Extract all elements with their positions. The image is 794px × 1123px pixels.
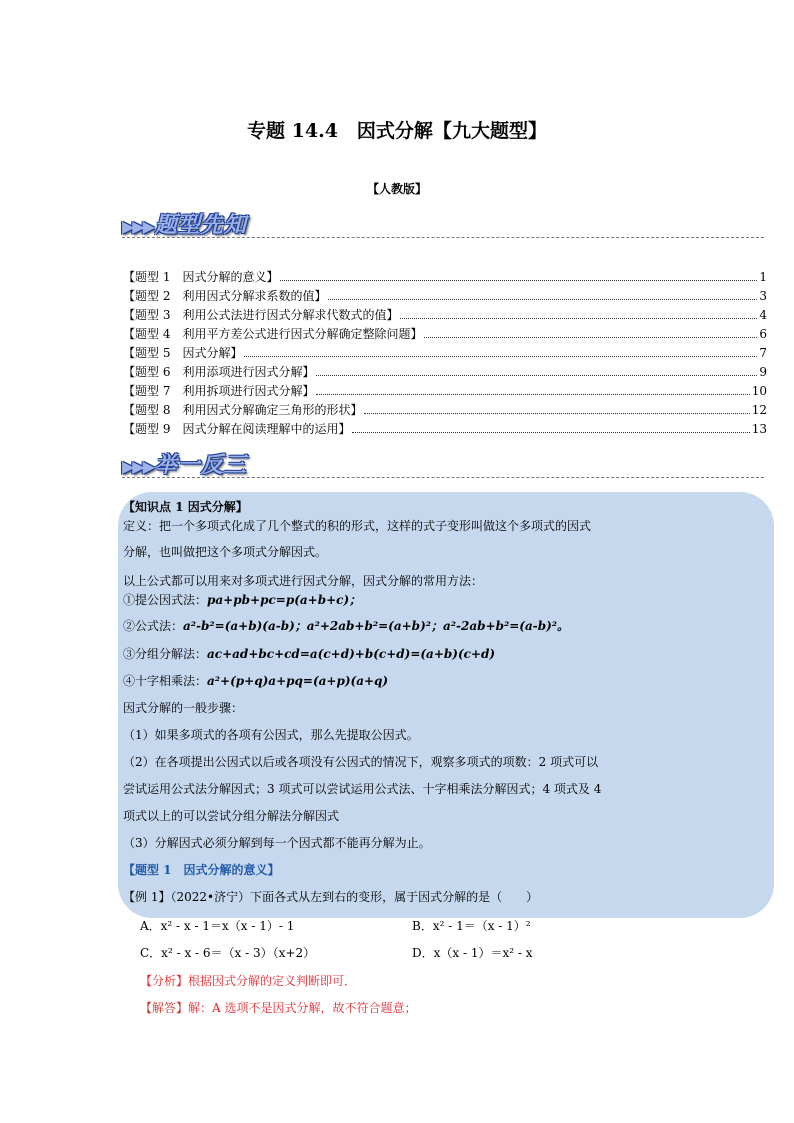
type-heading: 【题型 1 因式分解的意义】	[123, 863, 280, 877]
example-1	[123, 888, 538, 905]
toc-item[interactable]: 【题型 4 利用平方差公式进行因式分解确定整除问题】 6	[123, 327, 767, 341]
toc-item[interactable]: 【题型 8 利用因式分解确定三角形的形状】 12	[123, 403, 767, 417]
option-c[interactable]: C．x² - x - 6＝（x - 3）（x+2）	[140, 946, 316, 960]
definition-line-1: 定义：把一个多项式化成了几个整式的积的形式，这样的式子变形叫做这个多项式的因式	[123, 519, 592, 533]
method-4: ④十字相乘法：a²+(p+q)a+pq=(a+p)(a+q)	[123, 674, 389, 688]
method-3: ③分组分解法：ac+ad+bc+cd=a(c+d)+b(c+d)=(a+b)(c+d)	[123, 647, 496, 661]
example-label: 【例 1】	[123, 890, 171, 904]
answer	[140, 999, 417, 1016]
definition-line-2: 分解，也叫做把这个多项式分解因式。	[123, 545, 328, 559]
option-b[interactable]: B．x² - 1＝（x - 1）²	[412, 919, 531, 933]
triple-arrow-icon: ▶▶▶	[122, 217, 153, 236]
method-2: ②公式法：a²-b²=(a+b)(a-b)；a²+2ab+b²=(a+b)²；a²-2ab+b²=(a-b)²。	[123, 619, 570, 633]
answer-text: 解：A 选项不是因式分解，故不符合题意；	[188, 1001, 417, 1015]
analysis	[140, 972, 356, 989]
toc-item[interactable]: 【题型 7 利用拆项进行因式分解】 10	[123, 384, 767, 398]
analysis-text: 根据因式分解的定义判断即可．	[188, 974, 357, 988]
toc-item[interactable]: 【题型 1 因式分解的意义】 1	[123, 270, 767, 284]
table-of-contents	[123, 268, 767, 439]
divider-second	[122, 477, 764, 478]
method-1: ①提公因式法：pa+pb+pc=p(a+b+c)；	[123, 593, 362, 607]
steps-title: 因式分解的一般步骤：	[123, 701, 244, 715]
toc-item[interactable]: 【题型 2 利用因式分解求系数的值】 3	[123, 289, 767, 303]
option-d[interactable]: D．x（x - 1）＝x² - x	[412, 946, 533, 960]
knowledge-heading: 【知识点 1 因式分解】	[123, 500, 248, 514]
toc-item[interactable]: 【题型 3 利用公式法进行因式分解求代数式的值】 4	[123, 308, 767, 322]
banner-second	[122, 448, 247, 476]
option-a[interactable]: A．x² - x - 1＝x（x - 1）- 1	[140, 919, 295, 933]
step-2-line-2: 尝试运用公式法分解因式；3 项式可以尝试运用公式法、十字相乘法分解因式；4 项式及 4	[123, 782, 602, 796]
step-2-line-3: 项式以上的可以尝试分组分解法分解因式	[123, 809, 340, 823]
banner-first-text: 题型先知	[154, 212, 247, 238]
step-3: （3）分解因式必须分解到每一个因式都不能再分解为止。	[123, 836, 431, 850]
toc-item[interactable]: 【题型 6 利用添项进行因式分解】 9	[123, 365, 767, 379]
answer-label: 【解答】	[140, 1001, 189, 1015]
divider-first	[122, 237, 764, 238]
page-title: 专题 14.4 因式分解【九大题型】	[247, 120, 547, 142]
edition-label: 【人教版】	[366, 182, 427, 196]
example-text: （2022•济宁）下面各式从左到右的变形，属于因式分解的是（ ）	[170, 890, 539, 904]
step-1: （1）如果多项式的各项有公因式，那么先提取公因式。	[123, 728, 419, 742]
analysis-label: 【分析】	[140, 974, 189, 988]
banner-second-text: 举一反三	[154, 452, 247, 478]
toc-item[interactable]: 【题型 5 因式分解】 7	[123, 346, 767, 360]
banner-first	[122, 208, 247, 236]
methods-intro: 以上公式都可以用来对多项式进行因式分解，因式分解的常用方法：	[123, 574, 484, 588]
triple-arrow-icon: ▶▶▶	[122, 457, 153, 476]
step-2-line-1: （2）在各项提出公因式以后或各项没有公因式的情况下，观察多项式的项数：2 项式可以	[123, 755, 599, 769]
toc-item[interactable]: 【题型 9 因式分解在阅读理解中的运用】 13	[123, 422, 767, 436]
